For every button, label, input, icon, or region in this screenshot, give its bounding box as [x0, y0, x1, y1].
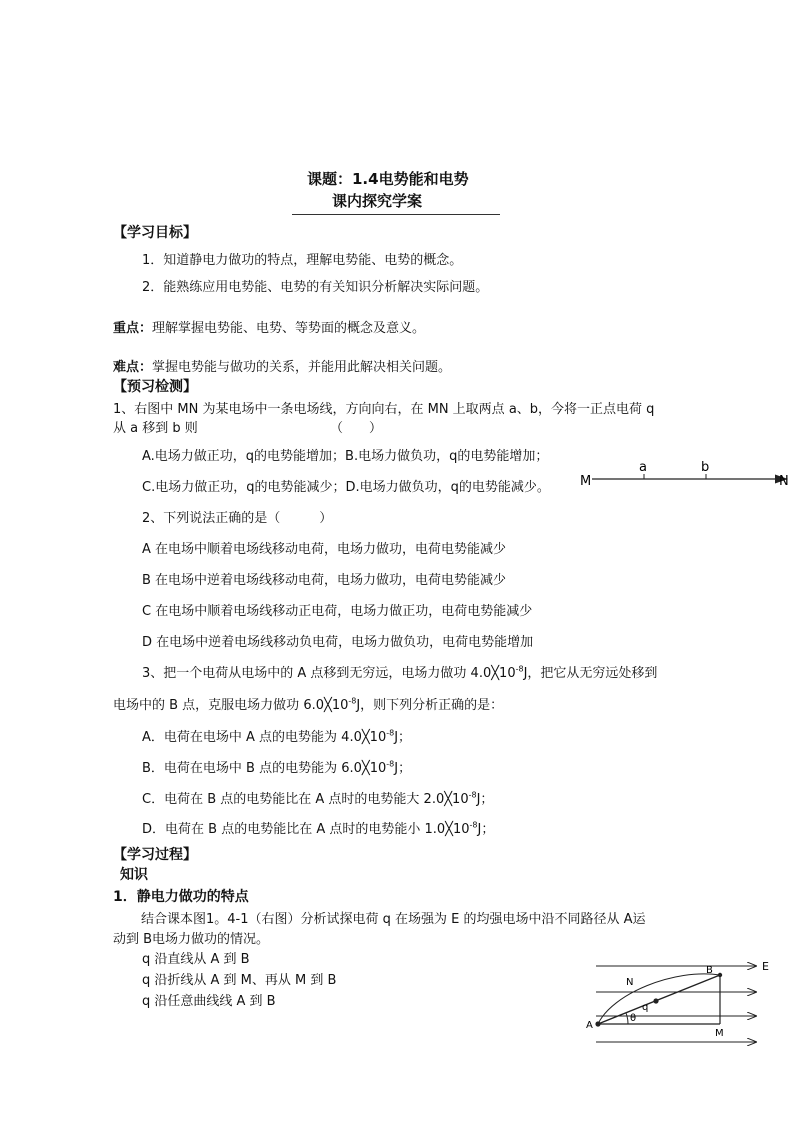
q2-option: D 在电场中逆着电场线移动负电荷，电场力做负功，电荷电势能增加 [142, 635, 534, 650]
page-title: 课题：1.4电势能和电势 [307, 170, 469, 188]
field-line-diagram [578, 458, 792, 494]
q3-stem-line1: 3、把一个电荷从电场中的 A 点移到无穷远，电场力做功 $4.0╳10^{-8}J$，把它从无穷远处移到 [142, 664, 658, 681]
objectives-heading: 【学习目标】 [113, 225, 197, 241]
key-point-text: 理解掌握电势能、电势、等势面的概念及意义。 [152, 321, 426, 336]
label-A: A [586, 1020, 593, 1031]
q2-option: C 在电场中顺着电场线移动正电荷，电场力做正功，电荷电势能减少 [142, 604, 533, 619]
process-paragraph-line2: 动到 B电场力做功的情况。 [113, 932, 270, 947]
q1-options-ab: A.电场力做正功，q的电势能增加；B.电场力做负功，q的电势能增加； [142, 449, 549, 464]
preview-heading: 【预习检测】 [113, 379, 197, 395]
path-item: q 沿任意曲线线 A 到 B [142, 994, 276, 1009]
q3-option: A．电荷在电场中 A 点的电势能为 $4.0╳10^{-8}J$； [142, 728, 412, 745]
q3-option: D．电荷在 B 点的电势能比在 A 点时的电势能小 $1.0╳10^{-8}J$； [142, 820, 495, 837]
q1-line2: 从 a 移到 b 则 [113, 421, 198, 436]
difficulty-text: 掌握电势能与做功的关系，并能用此解决相关问题。 [152, 360, 452, 375]
process-heading: 【学习过程】 [113, 847, 197, 863]
q3-option: B．电荷在电场中 B 点的电势能为 $6.0╳10^{-8}J$； [142, 759, 412, 776]
objective-item: 2．能熟练应用电势能、电势的有关知识分析解决实际问题。 [142, 280, 489, 295]
label-N: N [626, 977, 634, 988]
q2-option: A 在电场中顺着电场线移动电荷，电场力做功，电荷电势能减少 [142, 542, 507, 557]
q2-option: B 在电场中逆着电场线移动电荷，电场力做功，电荷电势能减少 [142, 573, 507, 588]
q3-stem-line2: 电场中的 B 点，克服电场力做功 $6.0╳10^{-8}J$，则下列分析正确的是： [113, 696, 504, 713]
difficulty-label: 难点： [113, 360, 153, 375]
label-N: N [779, 474, 789, 489]
process-paragraph-line1: 结合课本图1。4-1（右图）分析试探电荷 q 在场强为 E 的均强电场中沿不同路径从 A运 [141, 912, 646, 927]
label-M: M [715, 1028, 724, 1039]
label-B: B [706, 965, 713, 976]
label-M: M [580, 474, 592, 489]
path-item: q 沿直线从 A 到 B [142, 952, 250, 967]
q1-options-cd: C.电场力做正功，q的电势能减少；D.电场力做负功，q的电势能减少。 [142, 480, 550, 495]
title-underline [292, 214, 500, 215]
uniform-field-diagram [584, 954, 784, 1050]
q1-line1: 1、右图中 MN 为某电场中一条电场线，方向向右，在 MN 上取两点 a、b，今将一正点电荷 q [113, 402, 655, 417]
knowledge-heading: 知识 [120, 867, 148, 883]
objective-item: 1．知道静电力做功的特点，理解电势能、电势的概念。 [142, 253, 463, 268]
path-item: q 沿折线从 A 到 M、再从 M 到 B [142, 973, 337, 988]
key-point-label: 重点： [113, 321, 153, 336]
q1-bracket: （ ） [330, 421, 383, 436]
difficulty [113, 356, 451, 375]
label-b: b [701, 460, 710, 475]
q3-option: C．电荷在 B 点的电势能比在 A 点时的电势能大 $2.0╳10^{-8}J$； [142, 790, 494, 807]
section-static-work: 1．静电力做功的特点 [113, 889, 249, 905]
label-a: a [639, 460, 647, 475]
label-theta: θ [630, 1013, 637, 1024]
label-E: E [762, 960, 769, 973]
q2-stem: 2、下列说法正确的是（ ） [142, 511, 333, 526]
key-point [113, 317, 425, 336]
label-q: q [642, 1002, 649, 1013]
page-subtitle: 课内探究学案 [332, 192, 423, 210]
